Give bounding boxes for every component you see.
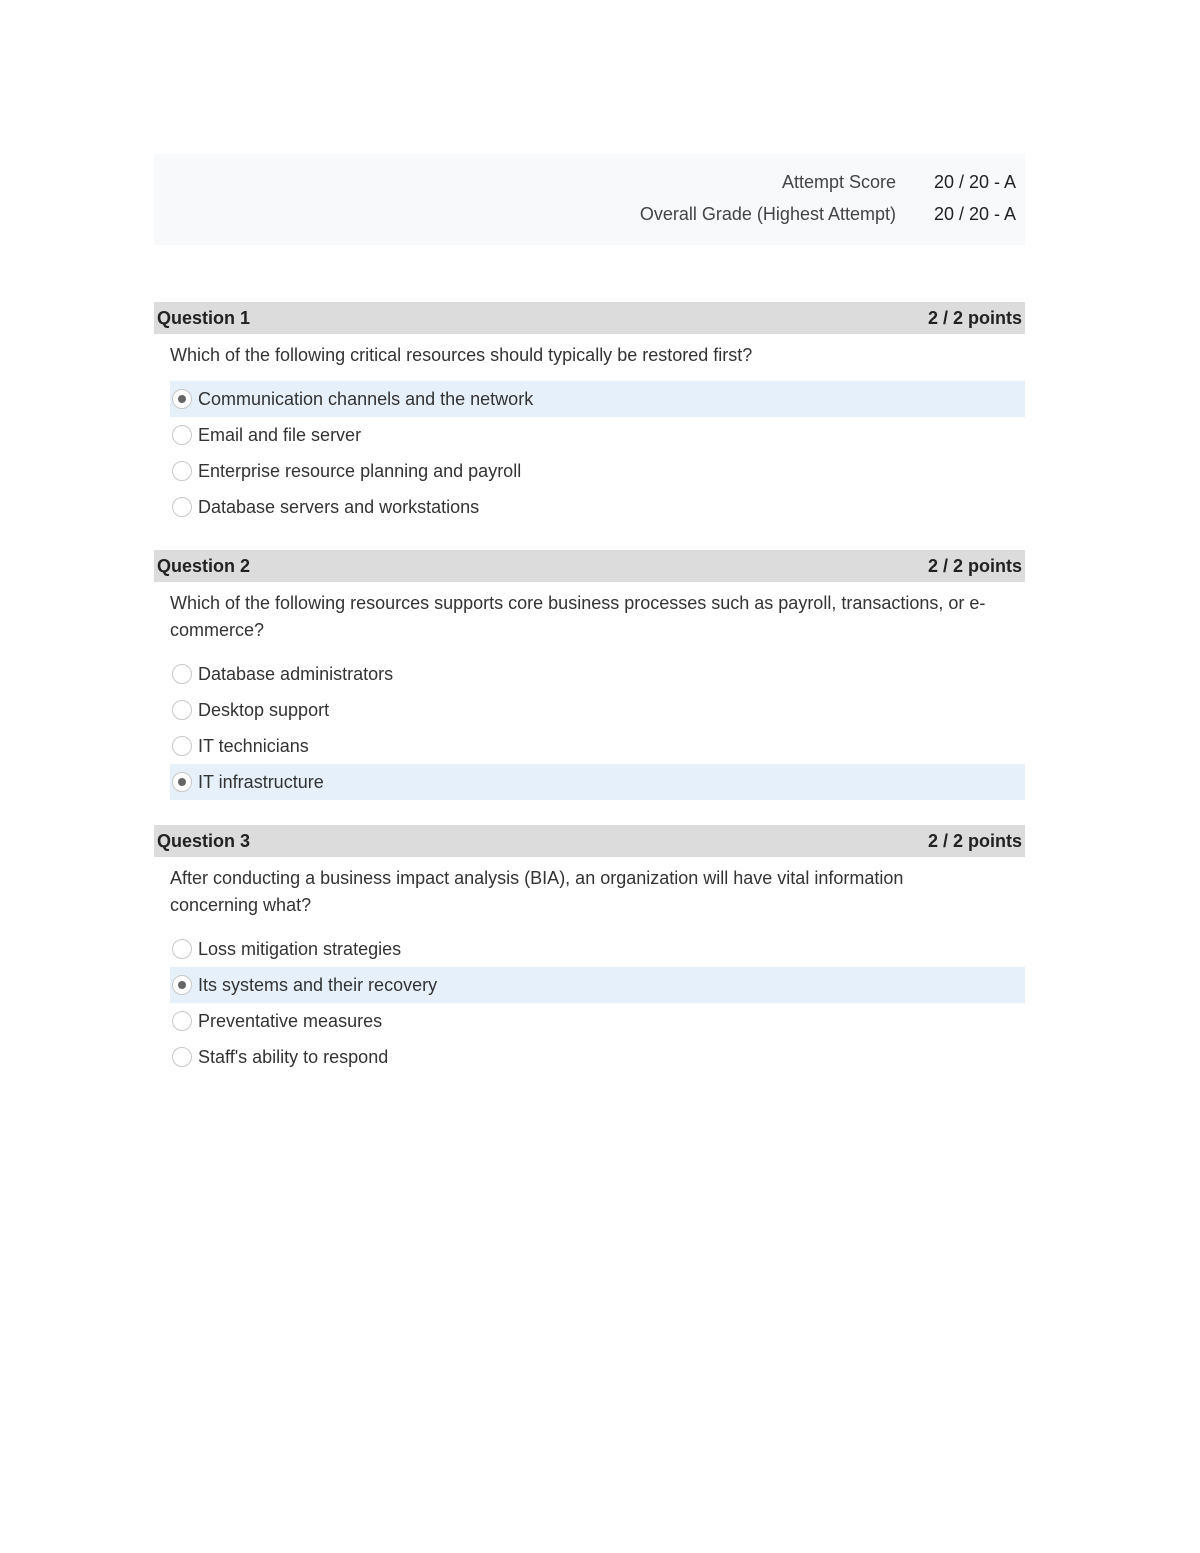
- radio-icon[interactable]: [172, 1011, 192, 1031]
- answer-label: IT infrastructure: [198, 771, 324, 792]
- radio-icon[interactable]: [172, 939, 192, 959]
- question-header: [154, 302, 1025, 334]
- answer-option[interactable]: [170, 381, 1025, 417]
- overall-grade-row: [640, 200, 1025, 228]
- question-1: [154, 302, 1025, 525]
- answer-option[interactable]: [170, 764, 1025, 800]
- answer-label: Communication channels and the network: [198, 388, 534, 409]
- answer-label: Desktop support: [198, 699, 330, 720]
- radio-selected-icon[interactable]: [172, 389, 192, 409]
- attempt-score-value: 20 / 20 - A: [934, 171, 1017, 192]
- answer-option[interactable]: [170, 967, 1025, 1003]
- question-title: Question 3: [157, 830, 251, 851]
- answer-label: Database administrators: [198, 663, 394, 684]
- answer-label: Enterprise resource planning and payroll: [198, 460, 522, 481]
- question-title: Question 2: [157, 555, 251, 576]
- radio-icon[interactable]: [172, 1047, 192, 1067]
- answer-options: [154, 381, 1025, 525]
- answer-option[interactable]: [170, 1039, 1025, 1075]
- question-points: 2 / 2 points: [927, 307, 1022, 328]
- answer-label: IT technicians: [198, 735, 309, 756]
- question-title: Question 1: [157, 307, 251, 328]
- answer-option[interactable]: [170, 692, 1025, 728]
- attempt-score-label: Attempt Score: [781, 171, 896, 192]
- answer-label: Staff's ability to respond: [198, 1046, 389, 1067]
- question-text: After conducting a business impact analysis (BIA), an organization will have vital information concerning what?: [170, 868, 904, 915]
- attempt-score-row: [782, 168, 1025, 196]
- overall-grade-label: Overall Grade (Highest Attempt): [639, 203, 896, 224]
- radio-selected-icon[interactable]: [172, 975, 192, 995]
- answer-label: Email and file server: [198, 424, 362, 445]
- answer-option[interactable]: [170, 931, 1025, 967]
- answer-label: Database servers and workstations: [198, 496, 480, 517]
- question-points: 2 / 2 points: [927, 555, 1022, 576]
- answer-options: [154, 656, 1025, 800]
- radio-icon[interactable]: [172, 700, 192, 720]
- overall-grade-value: 20 / 20 - A: [934, 203, 1017, 224]
- score-summary: [154, 154, 1025, 245]
- question-2: [154, 550, 1025, 800]
- radio-icon[interactable]: [172, 461, 192, 481]
- radio-icon[interactable]: [172, 664, 192, 684]
- radio-selected-icon[interactable]: [172, 772, 192, 792]
- answer-option[interactable]: [170, 728, 1025, 764]
- radio-icon[interactable]: [172, 497, 192, 517]
- question-3: [154, 825, 1025, 1075]
- answer-option[interactable]: [170, 417, 1025, 453]
- answer-options: [154, 931, 1025, 1075]
- answer-label: Its systems and their recovery: [198, 974, 438, 995]
- answer-option[interactable]: [170, 453, 1025, 489]
- radio-icon[interactable]: [172, 736, 192, 756]
- radio-icon[interactable]: [172, 425, 192, 445]
- answer-option[interactable]: [170, 489, 1025, 525]
- answer-label: Loss mitigation strategies: [198, 938, 402, 959]
- answer-option[interactable]: [170, 1003, 1025, 1039]
- answer-option[interactable]: [170, 656, 1025, 692]
- question-header: [154, 825, 1025, 857]
- question-points: 2 / 2 points: [927, 830, 1022, 851]
- answer-label: Preventative measures: [198, 1010, 383, 1031]
- question-text: Which of the following critical resources should typically be restored first?: [170, 345, 753, 365]
- question-text: Which of the following resources supports core business processes such as payroll, transactions, or e-commerce?: [170, 593, 986, 640]
- question-header: [154, 550, 1025, 582]
